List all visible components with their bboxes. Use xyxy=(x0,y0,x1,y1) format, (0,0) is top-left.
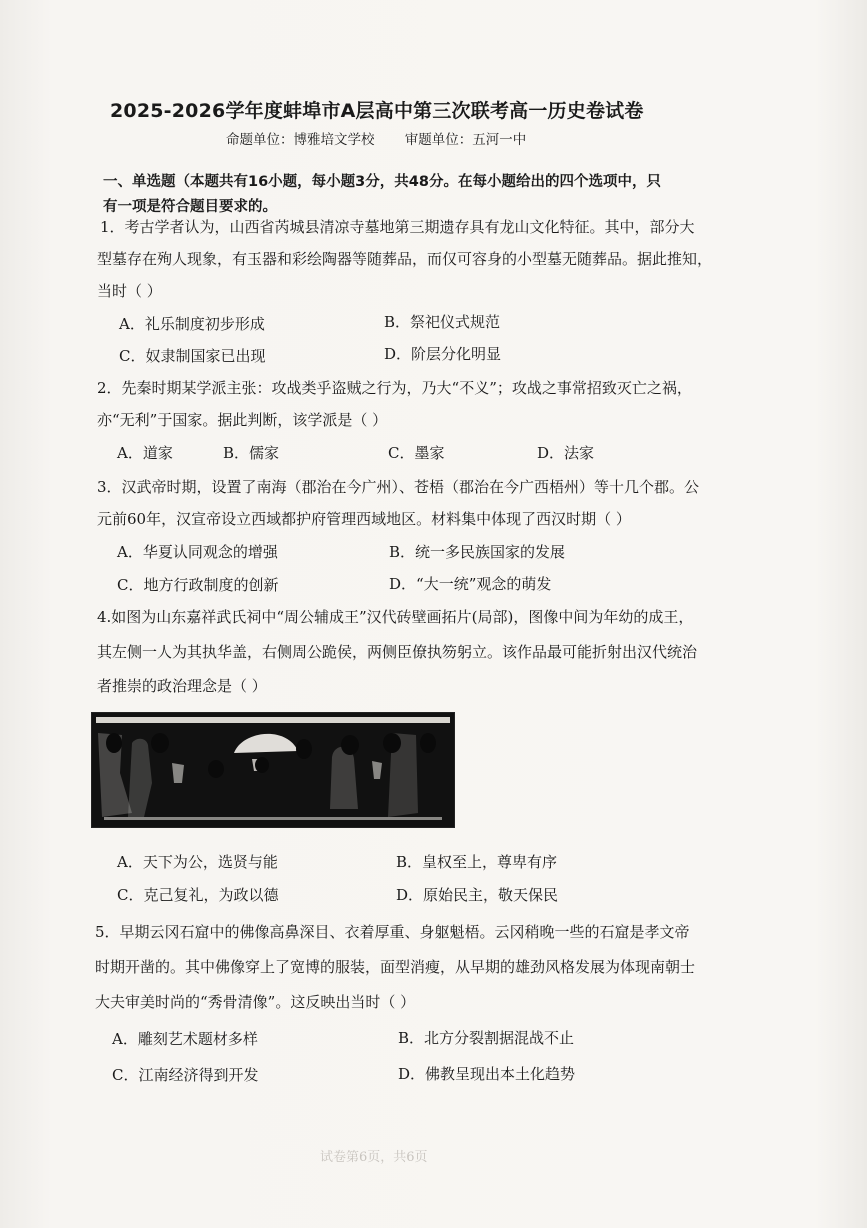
q3-line2: 元前60年，汉宣帝设立西域都护府管理西域地区。材料集中体现了西汉时期（ ） xyxy=(97,510,631,528)
q2-line1: 2．先秦时期某学派主张：攻战类乎盗贼之行为，乃大“不义”；攻战之事常招致灭亡之祸， xyxy=(97,379,692,397)
q4-line1: 4.如图为山东嘉祥武氏祠中“周公辅成王”汉代砖壁画拓片(局部)，图像中间为年幼的成王， xyxy=(97,608,694,626)
q5-option-c: C．江南经济得到开发 xyxy=(112,1066,259,1084)
q2-option-c: C．墨家 xyxy=(388,444,445,462)
q3-line1: 3．汉武帝时期，设置了南海（郡治在今广州）、苍梧（郡治在今广西梧州）等十几个郡。公 xyxy=(97,478,700,496)
q2-option-d: D．法家 xyxy=(537,444,595,462)
q3-option-b: B．统一多民族国家的发展 xyxy=(389,543,566,561)
q1-line2: 型墓存在殉人现象，有玉器和彩绘陶器等随葬品，而仅可容身的小型墓无随葬品。据此推知， xyxy=(97,250,713,268)
q1-option-d: D．阶层分化明显 xyxy=(384,345,502,363)
q1-option-b: B．祭祀仪式规范 xyxy=(384,313,501,331)
q1-line3: 当时（ ） xyxy=(97,282,162,300)
rubbing-image xyxy=(91,712,455,828)
setter-unit: 命题单位：博雅培文学校 xyxy=(226,132,375,148)
section-heading-line1: 一、单选题（本题共有16小题，每小题3分，共48分。在每小题给出的四个选项中，只 xyxy=(103,174,661,190)
q3-option-c: C．地方行政制度的创新 xyxy=(117,576,279,594)
q5-line2: 时期开凿的。其中佛像穿上了宽博的服装，面型消瘦，从早期的雄劲风格发展为体现南朝士 xyxy=(95,958,696,976)
exam-title: 2025-2026学年度蚌埠市A层高中第三次联考高一历史卷试卷 xyxy=(110,100,644,122)
q4-line3: 者推崇的政治理念是（ ） xyxy=(97,677,267,695)
q4-option-c: C．克己复礼，为政以德 xyxy=(117,886,279,904)
reviewer-unit: 审题单位：五河一中 xyxy=(404,132,527,148)
q4-option-a: A．天下为公，选贤与能 xyxy=(117,853,278,871)
rubbing-figures xyxy=(92,713,454,827)
q3-option-d: D．“大一统”观念的萌发 xyxy=(389,575,552,593)
q4-line2: 其左侧一人为其执华盖，右侧周公跪侯，两侧臣僚执笏躬立。该作品最可能折射出汉代统治 xyxy=(97,643,698,661)
q5-line3: 大夫审美时尚的“秀骨清像”。这反映出当时（ ） xyxy=(95,993,416,1011)
exam-subtitle xyxy=(226,128,552,148)
section-heading-line2: 有一项是符合题目要求的。 xyxy=(103,199,277,215)
q3-option-a: A．华夏认同观念的增强 xyxy=(117,543,278,561)
q5-option-b: B．北方分裂割据混战不止 xyxy=(398,1029,575,1047)
q2-line2: 亦“无利”于国家。据此判断，该学派是（ ） xyxy=(97,411,388,429)
q4-option-b: B．皇权至上，尊卑有序 xyxy=(396,853,558,871)
q4-option-d: D．原始民主，敬天保民 xyxy=(396,886,559,904)
q5-option-d: D．佛教呈现出本土化趋势 xyxy=(398,1065,576,1083)
q2-option-a: A．道家 xyxy=(117,444,173,462)
q2-option-b: B．儒家 xyxy=(223,444,280,462)
q1-line1: 1．考古学者认为，山西省芮城县清凉寺墓地第三期遗存具有龙山文化特征。其中，部分大 xyxy=(100,218,695,236)
q5-line1: 5．早期云冈石窟中的佛像高鼻深目、衣着厚重、身躯魁梧。云冈稍晚一些的石窟是孝文帝 xyxy=(95,923,690,941)
q1-option-c: C．奴隶制国家已出现 xyxy=(119,347,266,365)
q5-option-a: A．雕刻艺术题材多样 xyxy=(112,1030,258,1048)
q1-option-a: A．礼乐制度初步形成 xyxy=(119,315,265,333)
page-footer: 试卷第6页，共6页 xyxy=(320,1150,428,1165)
